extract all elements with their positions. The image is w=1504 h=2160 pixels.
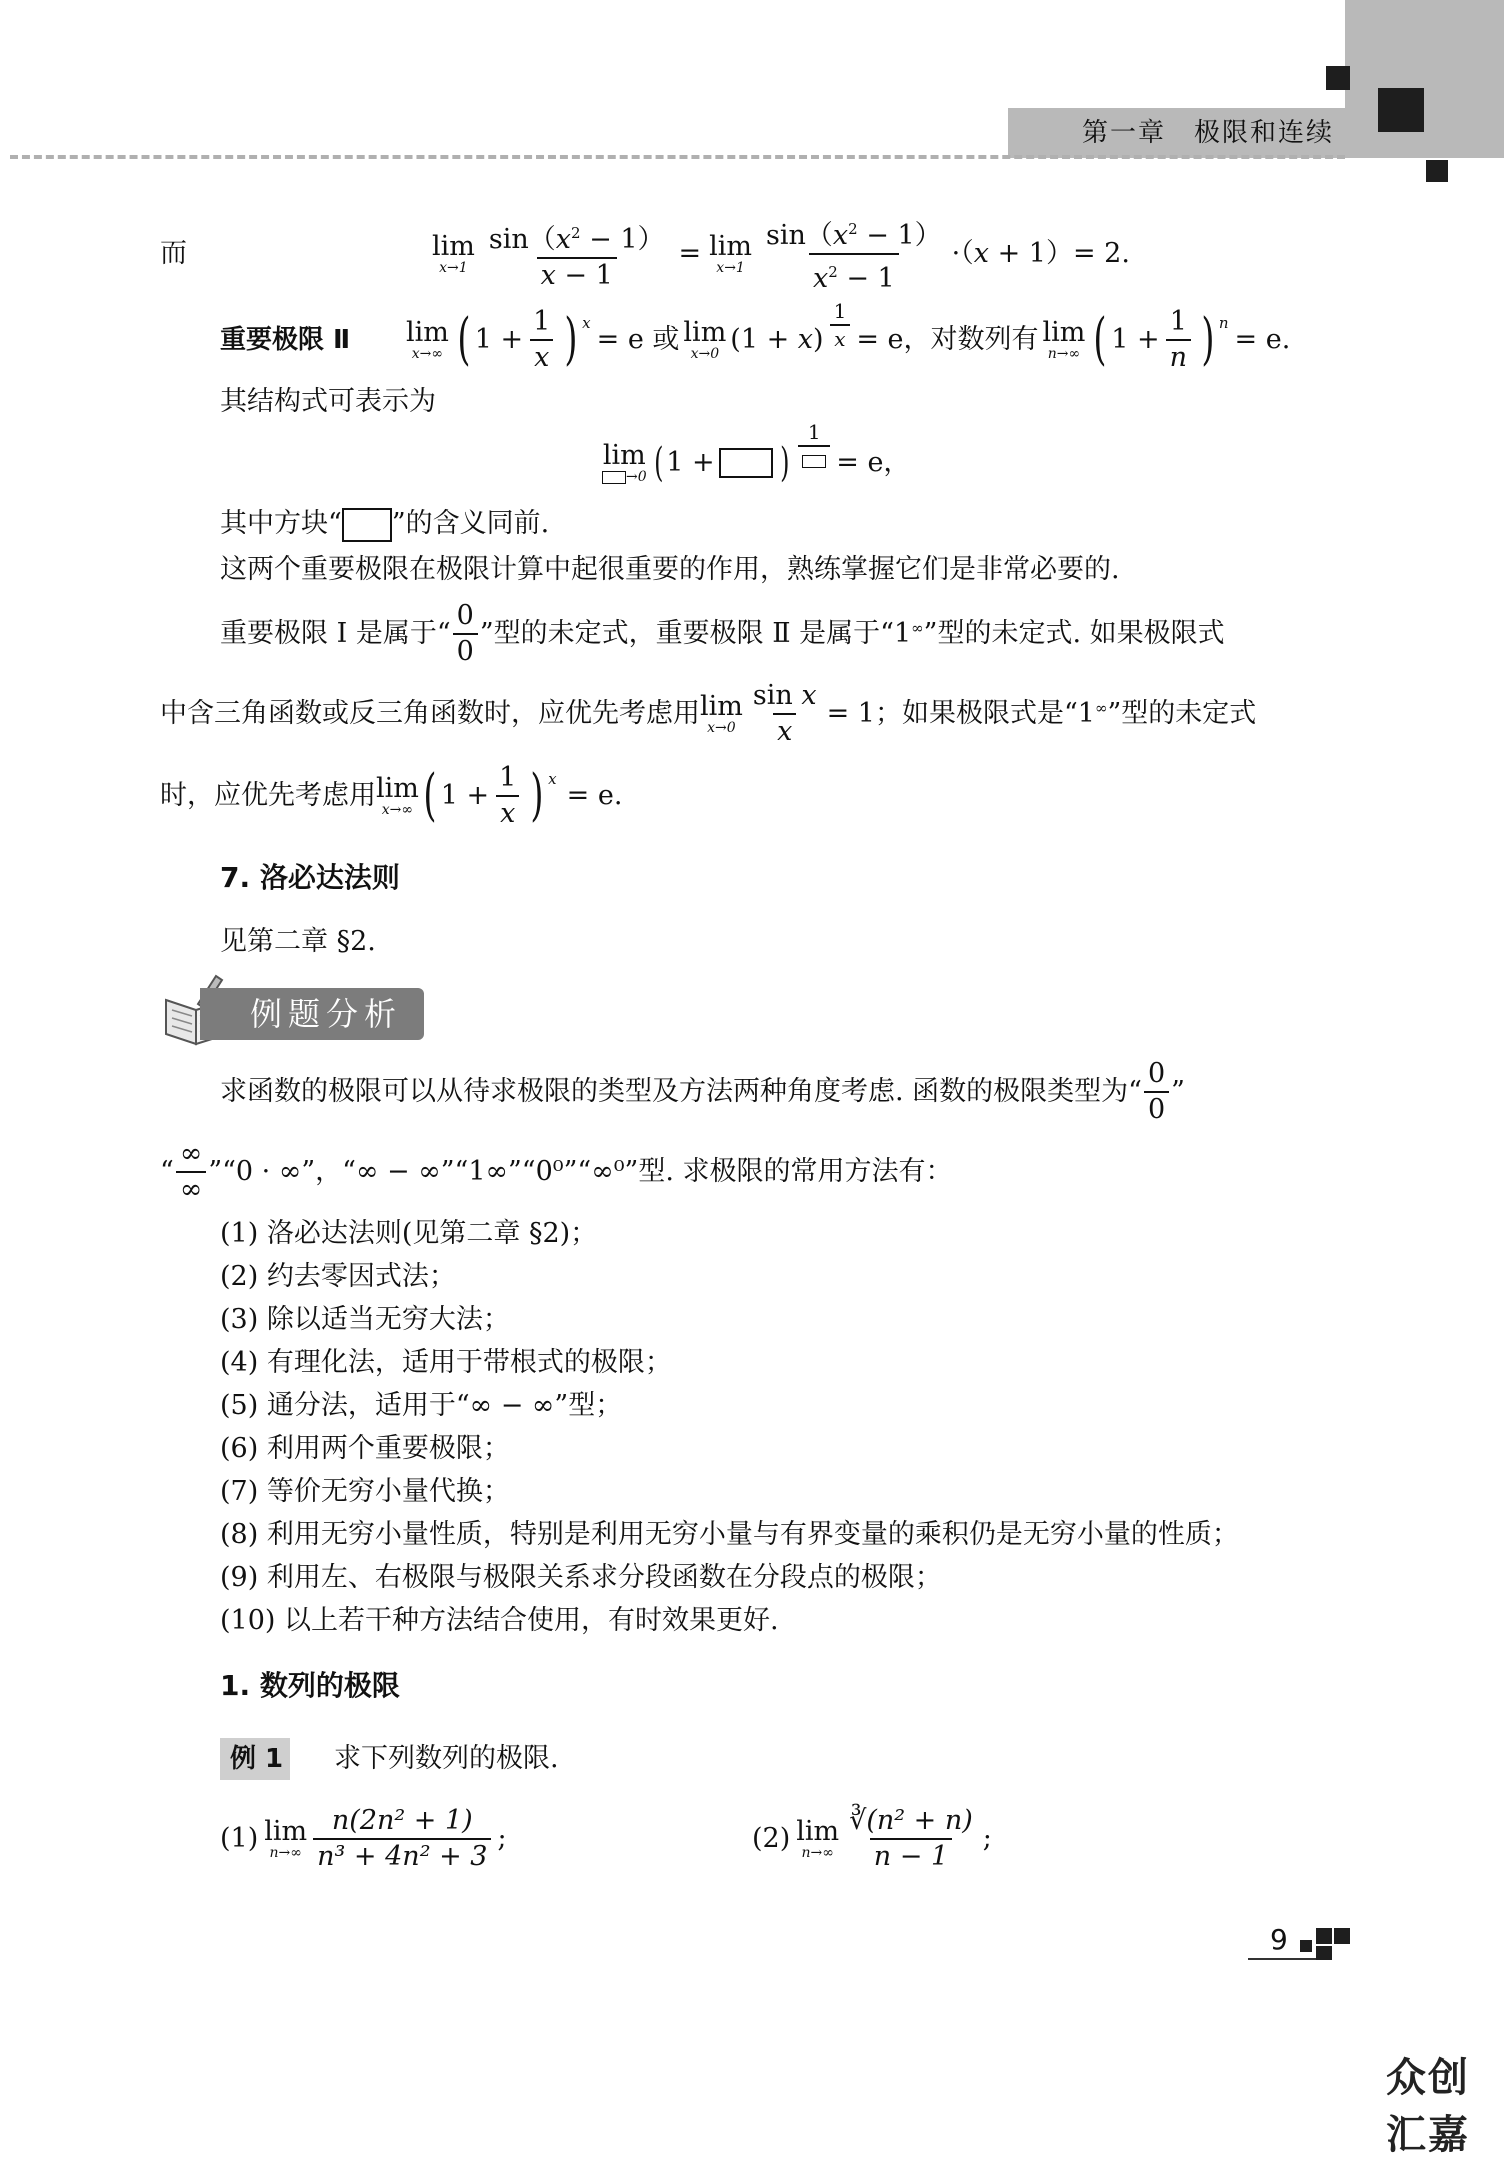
analysis-line2: “ $\frac{\infty}{\infty}$ ”“0 · ∞”，“∞ − ∞”“1∞”“0⁰”“∞⁰”型. 求极限的常用方法有： xyxy=(160,1138,953,1205)
method-item: (2) 约去零因式法； xyxy=(220,1261,456,1292)
method-item: (7) 等价无穷小量代换； xyxy=(220,1476,510,1507)
analysis-line1: 求函数的极限可以从待求极限的类型及方法两种角度考虑. 函数的极限类型为“ $\frac{0}{0}$ ” xyxy=(220,1058,1185,1125)
para-when: 时，应优先考虑用 lim x→∞ ( 1 + $\frac{1}{x}$ ) $^x$ = e. xyxy=(160,762,623,829)
method-item: (4) 有理化法，适用于带根式的极限； xyxy=(220,1347,672,1378)
page-number: 9 xyxy=(1270,1923,1288,1956)
para-trig: 中含三角函数或反三角函数时，应优先考虑用 lim x→0 $\frac{\text{sin x}}{x}$ = 1；如果极限式是“1 ∞ ”型的未定式 xyxy=(160,680,1257,747)
structure-formula: lim →0 ( 1 + ) 1 = e， xyxy=(602,420,911,486)
section7-title: 7. 洛必达法则 xyxy=(220,861,400,894)
structure-intro: 其结构式可表示为 xyxy=(220,386,436,417)
equation-sin-limit: lim x→1 $\frac{\sin(x^2 - 1)}{x - 1}$ = lim x→1 $\frac{\sin(x^2 - 1)}{x^2 - 1}$ ·（x + 1）= 2. xyxy=(432,220,1130,294)
chapter-title: 第一章 极限和连续 xyxy=(1082,118,1335,148)
header-dotted-rule xyxy=(10,155,1345,159)
limit2-formula: lim x→∞ ( 1 + $\frac{1}{x}$ ) $^x$ = e 或 lim x→0 (1 + x) $\frac{1}{x}$ = e，对数列有 lim n→∞ ( 1 + $\frac{1}{n}$ ) $^n$ = e. xyxy=(406,299,1291,373)
footer-square-2 xyxy=(1316,1928,1332,1944)
header-square-3 xyxy=(1426,160,1448,182)
footer-square-3 xyxy=(1316,1946,1332,1960)
problem-1: (1) lim n→∞ $\frac{\text{n(2n² + 1)}}{\text{n³ + 4n² + 3}}$ ; xyxy=(220,1805,507,1872)
box-meaning: 其中方块“ ”的含义同前. xyxy=(220,506,549,542)
method-item: (10) 以上若干种方法结合使用，有时效果更好. xyxy=(220,1605,779,1636)
watermark: 众创汇嘉 xyxy=(1386,2055,1470,2158)
section7-body: 见第二章 §2. xyxy=(220,926,376,957)
footer-square-1 xyxy=(1300,1940,1312,1952)
method-item: (6) 利用两个重要极限； xyxy=(220,1433,510,1464)
method-item: (5) 通分法，适用于“∞ − ∞”型； xyxy=(220,1390,623,1421)
para-type: 重要极限 Ⅰ 是属于“ $\frac{0}{0}$ ”型的未定式，重要极限 Ⅱ 是属于“1 ∞ ”型的未定式. 如果极限式 xyxy=(220,600,1225,667)
method-item: (3) 除以适当无穷大法； xyxy=(220,1304,510,1335)
header-square-1 xyxy=(1326,66,1350,90)
limit2-label: 重要极限 Ⅱ xyxy=(220,325,351,355)
intro-word: 而 xyxy=(160,238,187,269)
header-square-2 xyxy=(1378,88,1424,132)
method-item: (9) 利用左、右极限与极限关系求分段函数在分段点的极限； xyxy=(220,1562,942,1593)
example-analysis-banner: 例题分析 xyxy=(230,988,424,1040)
footer-square-4 xyxy=(1334,1928,1350,1944)
para-importance: 这两个重要极限在极限计算中起很重要的作用，熟练掌握它们是非常必要的. xyxy=(220,554,1120,585)
method-item: (1) 洛必达法则(见第二章 §2)； xyxy=(220,1218,598,1249)
problem-2: (2) lim n→∞ $\frac{\text{∛(n² + n)}}{n - 1}$ ; xyxy=(752,1805,992,1872)
example-prompt: 求下列数列的极限. xyxy=(334,1743,559,1774)
section1-title: 1. 数列的极限 xyxy=(220,1669,400,1702)
example-tag: 例 1 xyxy=(230,1744,284,1774)
method-item: (8) 利用无穷小量性质，特别是利用无穷小量与有界变量的乘积仍是无穷小量的性质； xyxy=(220,1519,1239,1550)
